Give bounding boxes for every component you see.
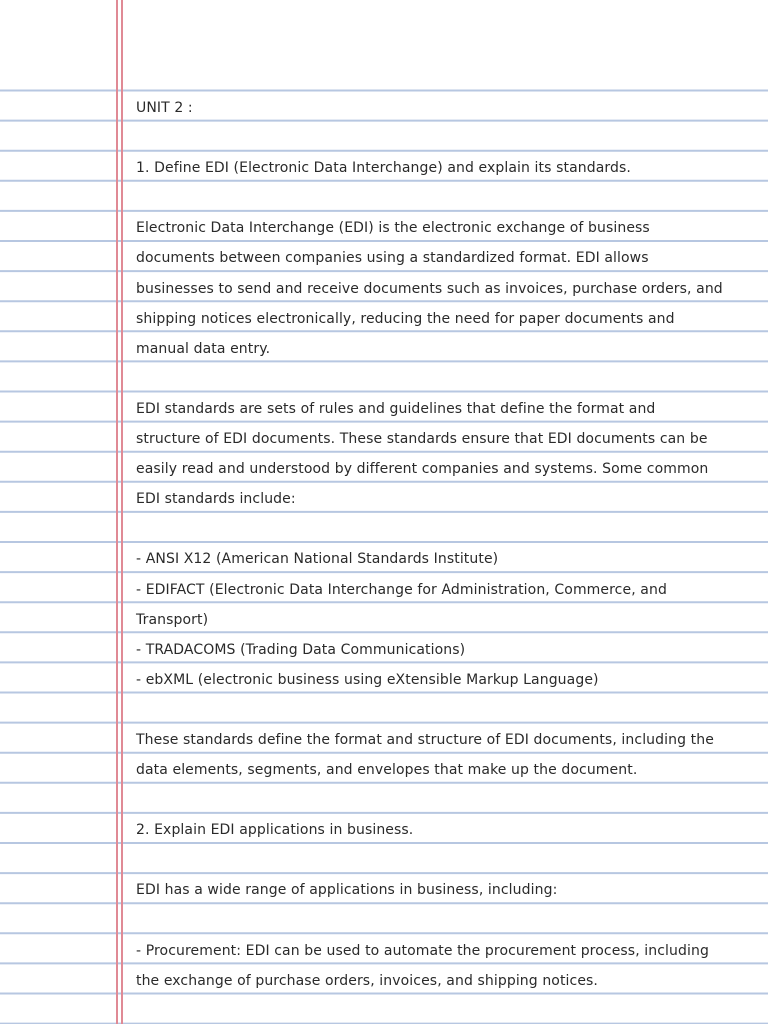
text-line: structure of EDI documents. These standards ensure that EDI documents can be [136, 431, 708, 448]
note-text [136, 91, 756, 994]
text-line [136, 845, 756, 875]
text-line: These standards define the format and structure of EDI documents, including the [136, 731, 714, 748]
text-line: manual data entry. [136, 340, 271, 357]
text-line [136, 123, 756, 153]
margin-line-left [116, 0, 118, 1024]
text-line: - TRADACOMS (Trading Data Communications) [136, 641, 466, 658]
text-line [136, 183, 756, 213]
text-line [136, 695, 756, 725]
text-line: shipping notices electronically, reducing the need for paper documents and [136, 310, 675, 327]
text-line: documents between companies using a standardized format. EDI allows [136, 250, 649, 267]
text-line [136, 785, 756, 815]
text-line: EDI standards are sets of rules and guidelines that define the format and [136, 400, 656, 417]
text-line: EDI standards include: [136, 491, 296, 508]
text-line: easily read and understood by different companies and systems. Some common [136, 461, 709, 478]
text-line: businesses to send and receive documents such as invoices, purchase orders, and [136, 280, 723, 297]
margin-line-right [121, 0, 123, 1024]
text-line: - Procurement: EDI can be used to automate the procurement process, including [136, 942, 709, 959]
text-line: - EDIFACT (Electronic Data Interchange for Administration, Commerce, and [136, 581, 667, 598]
text-line: Transport) [136, 611, 209, 628]
text-line [136, 514, 756, 544]
text-line [136, 364, 756, 394]
text-line: - ebXML (electronic business using eXtensible Markup Language) [136, 671, 599, 688]
text-line: 2. Explain EDI applications in business. [136, 822, 414, 839]
text-line: - ANSI X12 (American National Standards Institute) [136, 551, 499, 568]
text-line: EDI has a wide range of applications in business, including: [136, 882, 558, 899]
text-line: UNIT 2 : [136, 100, 193, 116]
text-line: the exchange of purchase orders, invoices, and shipping notices. [136, 972, 598, 989]
text-line: 1. Define EDI (Electronic Data Interchange) and explain its standards. [136, 160, 631, 177]
text-line [136, 906, 756, 936]
text-line: data elements, segments, and envelopes that make up the document. [136, 762, 638, 779]
text-line: Electronic Data Interchange (EDI) is the electronic exchange of business [136, 220, 650, 237]
